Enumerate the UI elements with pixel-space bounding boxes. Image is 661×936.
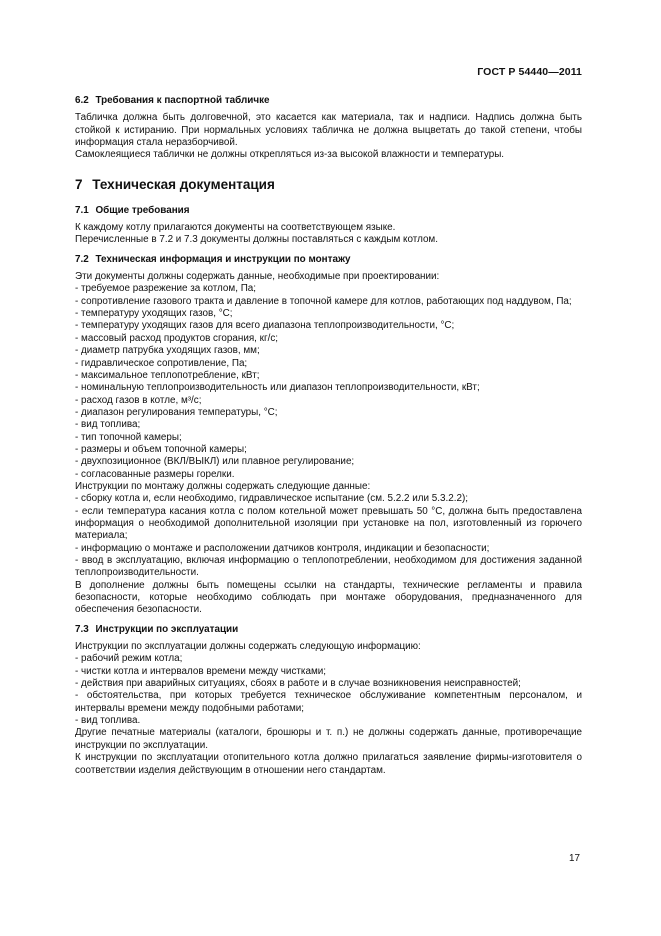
list-item: - требуемое разрежение за котлом, Па; bbox=[75, 283, 257, 295]
section-number: 6.2 bbox=[75, 95, 89, 106]
list-item: - согласованные размеры горелки. bbox=[75, 468, 235, 480]
page-header-standard-code: ГОСТ Р 54440—2011 bbox=[477, 66, 582, 78]
section-6-2-heading bbox=[75, 95, 582, 107]
list-item: - чистки котла и интервалов времени между чистками; bbox=[75, 665, 326, 677]
list-item: - двухпозиционное (ВКЛ/ВЫКЛ) или плавное регулирование; bbox=[75, 456, 355, 468]
list-item: - рабочий режим котла; bbox=[75, 653, 183, 665]
section-number: 7 bbox=[75, 176, 83, 192]
paragraph: К каждому котлу прилагаются документы на соответствующем языке. bbox=[75, 222, 396, 234]
paragraph: Перечисленные в 7.2 и 7.3 документы должны поставляться с каждым котлом. bbox=[75, 234, 438, 246]
section-title: Техническая документация bbox=[92, 176, 275, 192]
paragraph: В дополнение должны быть помещены ссылки на стандарты, технические регламенты и правила безопасности, которые необходимо соблюдать при монтаже оборудования, предназначенного для обеспечения безопасности. bbox=[75, 579, 582, 616]
list-item: - температуру уходящих газов для всего диапазона теплопроизводительности, °С; bbox=[75, 320, 455, 332]
list-item: - ввод в эксплуатацию, включая информацию о теплопотреблении, необходимом для достижения заданной теплопроизводительности. bbox=[75, 555, 582, 579]
list-item: - диапазон регулирования температуры, °С; bbox=[75, 406, 278, 418]
section-number: 7.3 bbox=[75, 623, 89, 635]
list-item: - если температура касания котла с полом котельной может превышать 50 °С, должна быть предоставлена информация о необходимой дополнительной изоляции при установке на пол, изготовленный из горючего материала; bbox=[75, 505, 582, 542]
section-title: Требования к паспортной табличке bbox=[95, 95, 270, 106]
section-7-2-heading bbox=[75, 254, 582, 266]
section-title: Инструкции по эксплуатации bbox=[95, 623, 239, 635]
paragraph: Инструкции по монтажу должны содержать следующие данные: bbox=[75, 480, 371, 492]
list-item: - максимальное теплопотребление, кВт; bbox=[75, 369, 260, 381]
list-item: - температуру уходящих газов, °С; bbox=[75, 308, 233, 320]
paragraph: Инструкции по эксплуатации должны содержать следующую информацию: bbox=[75, 641, 421, 653]
section-number: 7.2 bbox=[75, 253, 89, 265]
list-item: - размеры и объем топочной камеры; bbox=[75, 443, 247, 455]
paragraph: Другие печатные материалы (каталоги, брошюры и т. п.) не должны содержать данные, противоречащие инструкции по эксплуатации. bbox=[75, 727, 582, 751]
list-item: - диаметр патрубка уходящих газов, мм; bbox=[75, 345, 260, 357]
section-number: 7.1 bbox=[75, 204, 89, 216]
section-title: Техническая информация и инструкции по монтажу bbox=[95, 253, 351, 265]
paragraph: К инструкции по эксплуатации отопительного котла должно прилагаться заявление фирмы-изготовителя о соответствии изделия действующим в отношении него стандартам. bbox=[75, 752, 582, 776]
page-number: 17 bbox=[569, 853, 580, 864]
list-item: - обстоятельства, при которых требуется техническое обслуживание компетентным персоналом, и интервалы времени между подобными работами; bbox=[75, 690, 582, 714]
list-item: - номинальную теплопроизводительность или диапазон теплопроизводительности, кВт; bbox=[75, 382, 480, 394]
paragraph: Самоклеящиеся таблички не должны открепляться из-за высокой влажности и температуры. bbox=[75, 149, 505, 161]
list-item: - вид топлива; bbox=[75, 419, 141, 431]
section-title: Общие требования bbox=[95, 204, 190, 216]
list-item: - расход газов в котле, м³/с; bbox=[75, 394, 202, 406]
paragraph: Табличка должна быть долговечной, это касается как материала, так и надписи. Надпись должна быть стойкой к истиранию. При нормальных условиях табличка не должна выцветать до такой степени, чтобы информация стала неразборчивой. bbox=[75, 112, 582, 149]
section-7-1-heading bbox=[75, 205, 582, 217]
list-item: - вид топлива. bbox=[75, 715, 141, 727]
list-item: - сборку котла и, если необходимо, гидравлическое испытание (см. 5.2.2 или 5.3.2.2); bbox=[75, 493, 468, 505]
list-item: - действия при аварийных ситуациях, сбоях в работе и в случае возникновения неисправностей; bbox=[75, 678, 521, 690]
list-item: - массовый расход продуктов сгорания, кг/с; bbox=[75, 332, 279, 344]
section-7-heading bbox=[75, 176, 582, 193]
list-item: - информацию о монтаже и расположении датчиков контроля, индикации и безопасности; bbox=[75, 542, 490, 554]
list-item: - гидравлическое сопротивление, Па; bbox=[75, 357, 248, 369]
paragraph: Эти документы должны содержать данные, необходимые при проектировании: bbox=[75, 271, 440, 283]
section-7-3-heading bbox=[75, 624, 582, 636]
list-item: - сопротивление газового тракта и давление в топочной камере для котлов, работающих под наддувом, Па; bbox=[75, 295, 572, 307]
list-item: - тип топочной камеры; bbox=[75, 431, 182, 443]
document-body bbox=[75, 95, 582, 777]
